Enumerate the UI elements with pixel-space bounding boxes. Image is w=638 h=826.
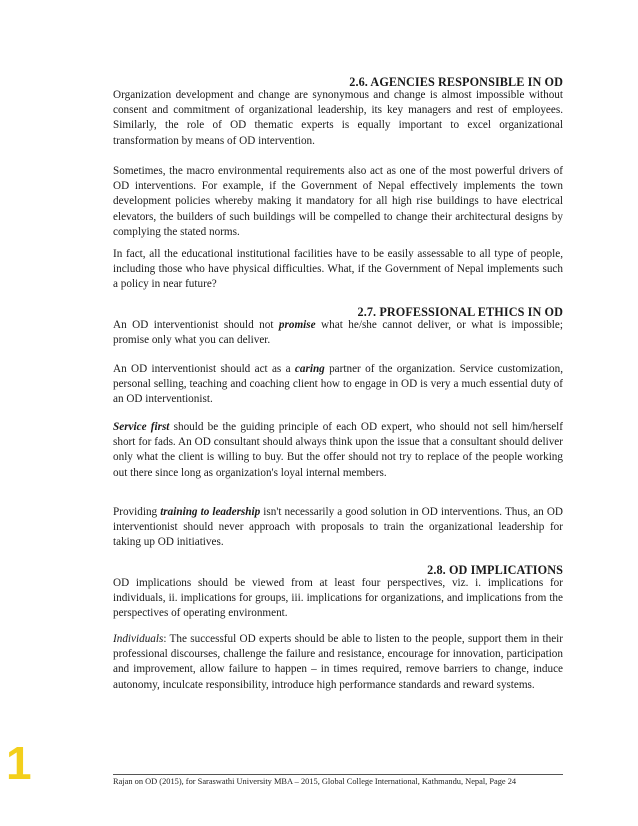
section-heading-2-7: 2.7. PROFESSIONAL ETHICS IN OD xyxy=(357,305,563,319)
section-heading-2-8: 2.8. OD IMPLICATIONS xyxy=(427,563,563,577)
emphasis: Individuals xyxy=(113,633,164,645)
paragraph: An OD interventionist should not promise what he/she cannot deliver, or what is impossible; promise only what you can deliver. xyxy=(113,319,563,347)
paragraph: Providing training to leadership isn't necessarily a good solution in OD interventions. Thus, an OD interventionist should never approach with proposals to train the organizational leadership for taking up OD initiatives. xyxy=(113,506,563,549)
emphasis: promise xyxy=(278,319,316,331)
page-number-marker: 1 xyxy=(6,737,32,789)
emphasis: training to leadership xyxy=(160,506,261,518)
page-footer: Rajan on OD (2015), for Saraswathi University MBA – 2015, Global College International, Kathmandu, Nepal, Page 24 xyxy=(113,777,517,786)
emphasis: Service first xyxy=(113,421,170,433)
paragraph: An OD interventionist should act as a caring partner of the organization. Service customization, personal selling, teaching and coaching client how to engage in OD is very a much essential duty of an OD interventionist. xyxy=(113,363,564,406)
emphasis: caring xyxy=(294,363,325,375)
paragraph: OD implications should be viewed from at least four perspectives, viz. i. implications for individuals, ii. implications for groups, iii. implications for organizations, and implications from the perspectives of operating environment. xyxy=(113,577,563,620)
paragraph: Organization development and change are synonymous and change is almost impossible without consent and commitment of organizational leadership, its key managers and rest of employees. Similarly, the role of OD thematic experts is equally important to excel organizational transformation by means of OD intervention. xyxy=(113,89,563,147)
section-heading-2-6: 2.6. AGENCIES RESPONSIBLE IN OD xyxy=(349,75,563,89)
footer-rule xyxy=(113,774,563,775)
paragraph: Individuals: The successful OD experts should be able to listen to the people, support them in their professional discourses, challenge the failure and resistance, encourage for innovation, participation and improvement, allow failure to happen – in times required, remove barriers to change, induce autonomy, inculcate responsibility, introduce high performance standards and reward systems. xyxy=(113,633,563,691)
paragraph: Service first should be the guiding principle of each OD expert, who should not sell him/herself short for fads. An OD consultant should always think upon the issue that a consultant should deliver only what the client is willing to buy. But the offer should not try to replace of the people working out there since long as organization's loyal internal members. xyxy=(113,421,563,479)
paragraph: In fact, all the educational institutional facilities have to be easily assessable to all type of people, including those who have physical difficulties. What, if the Government of Nepal implements such a policy in near future? xyxy=(113,248,563,291)
paragraph: Sometimes, the macro environmental requirements also act as one of the most powerful drivers of OD interventions. For example, if the Government of Nepal effectively implements the town development policies whereby making it mandatory for all high rise buildings to have electrical elevators, the builders of such buildings will be compelled to change their architectural designs by complying the stated norms. xyxy=(113,165,563,238)
